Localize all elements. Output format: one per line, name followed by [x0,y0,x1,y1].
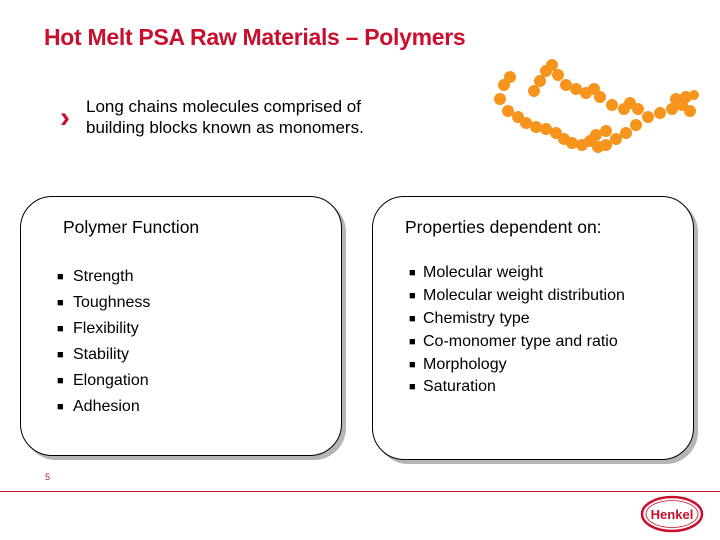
slide-title: Hot Melt PSA Raw Materials – Polymers [44,24,466,50]
square-bullet-icon: ■ [57,375,64,387]
intro-text [86,96,364,138]
properties-card [372,196,694,460]
list-item: ■ Toughness [57,294,151,311]
list-item: ■ Co-monomer type and ratio [409,332,618,350]
polymer-function-card [20,196,342,456]
properties-list [409,262,625,399]
square-bullet-icon: ■ [409,312,416,325]
intro-line-1: Long chains molecules comprised of [86,97,361,116]
footer-divider [0,491,720,492]
list-item: ■ Morphology [409,355,507,373]
list-item: ■ Strength [57,268,134,285]
list-item: ■ Adhesion [57,398,140,415]
list-item: ■ Molecular weight distribution [409,287,625,305]
logo-text: Henkel [650,507,694,522]
square-bullet-icon: ■ [409,290,416,303]
square-bullet-icon: ■ [409,335,416,348]
intro-line-2: building blocks known as monomers. [86,118,364,137]
square-bullet-icon: ■ [409,358,416,371]
polymer-chain-icon [480,55,705,165]
square-bullet-icon: ■ [57,401,64,413]
page-number: 5 [45,472,51,482]
square-bullet-icon: ■ [57,271,64,283]
card-title: Polymer Function [63,217,200,237]
list-item: ■ Molecular weight [409,264,544,282]
square-bullet-icon: ■ [57,297,64,309]
list-item: ■ Chemistry type [409,309,530,327]
polymer-function-list [57,264,150,420]
list-item: ■ Elongation [57,372,149,389]
card-title: Properties dependent on: [405,217,602,237]
square-bullet-icon: ■ [409,267,416,280]
list-item: ■ Saturation [409,378,496,396]
square-bullet-icon: ■ [57,349,64,361]
list-item: ■ Stability [57,346,130,363]
chevron-bullet-icon: › [60,101,70,134]
square-bullet-icon: ■ [57,323,64,335]
list-item: ■ Flexibility [57,320,139,337]
square-bullet-icon: ■ [409,381,416,394]
henkel-logo [640,494,704,534]
